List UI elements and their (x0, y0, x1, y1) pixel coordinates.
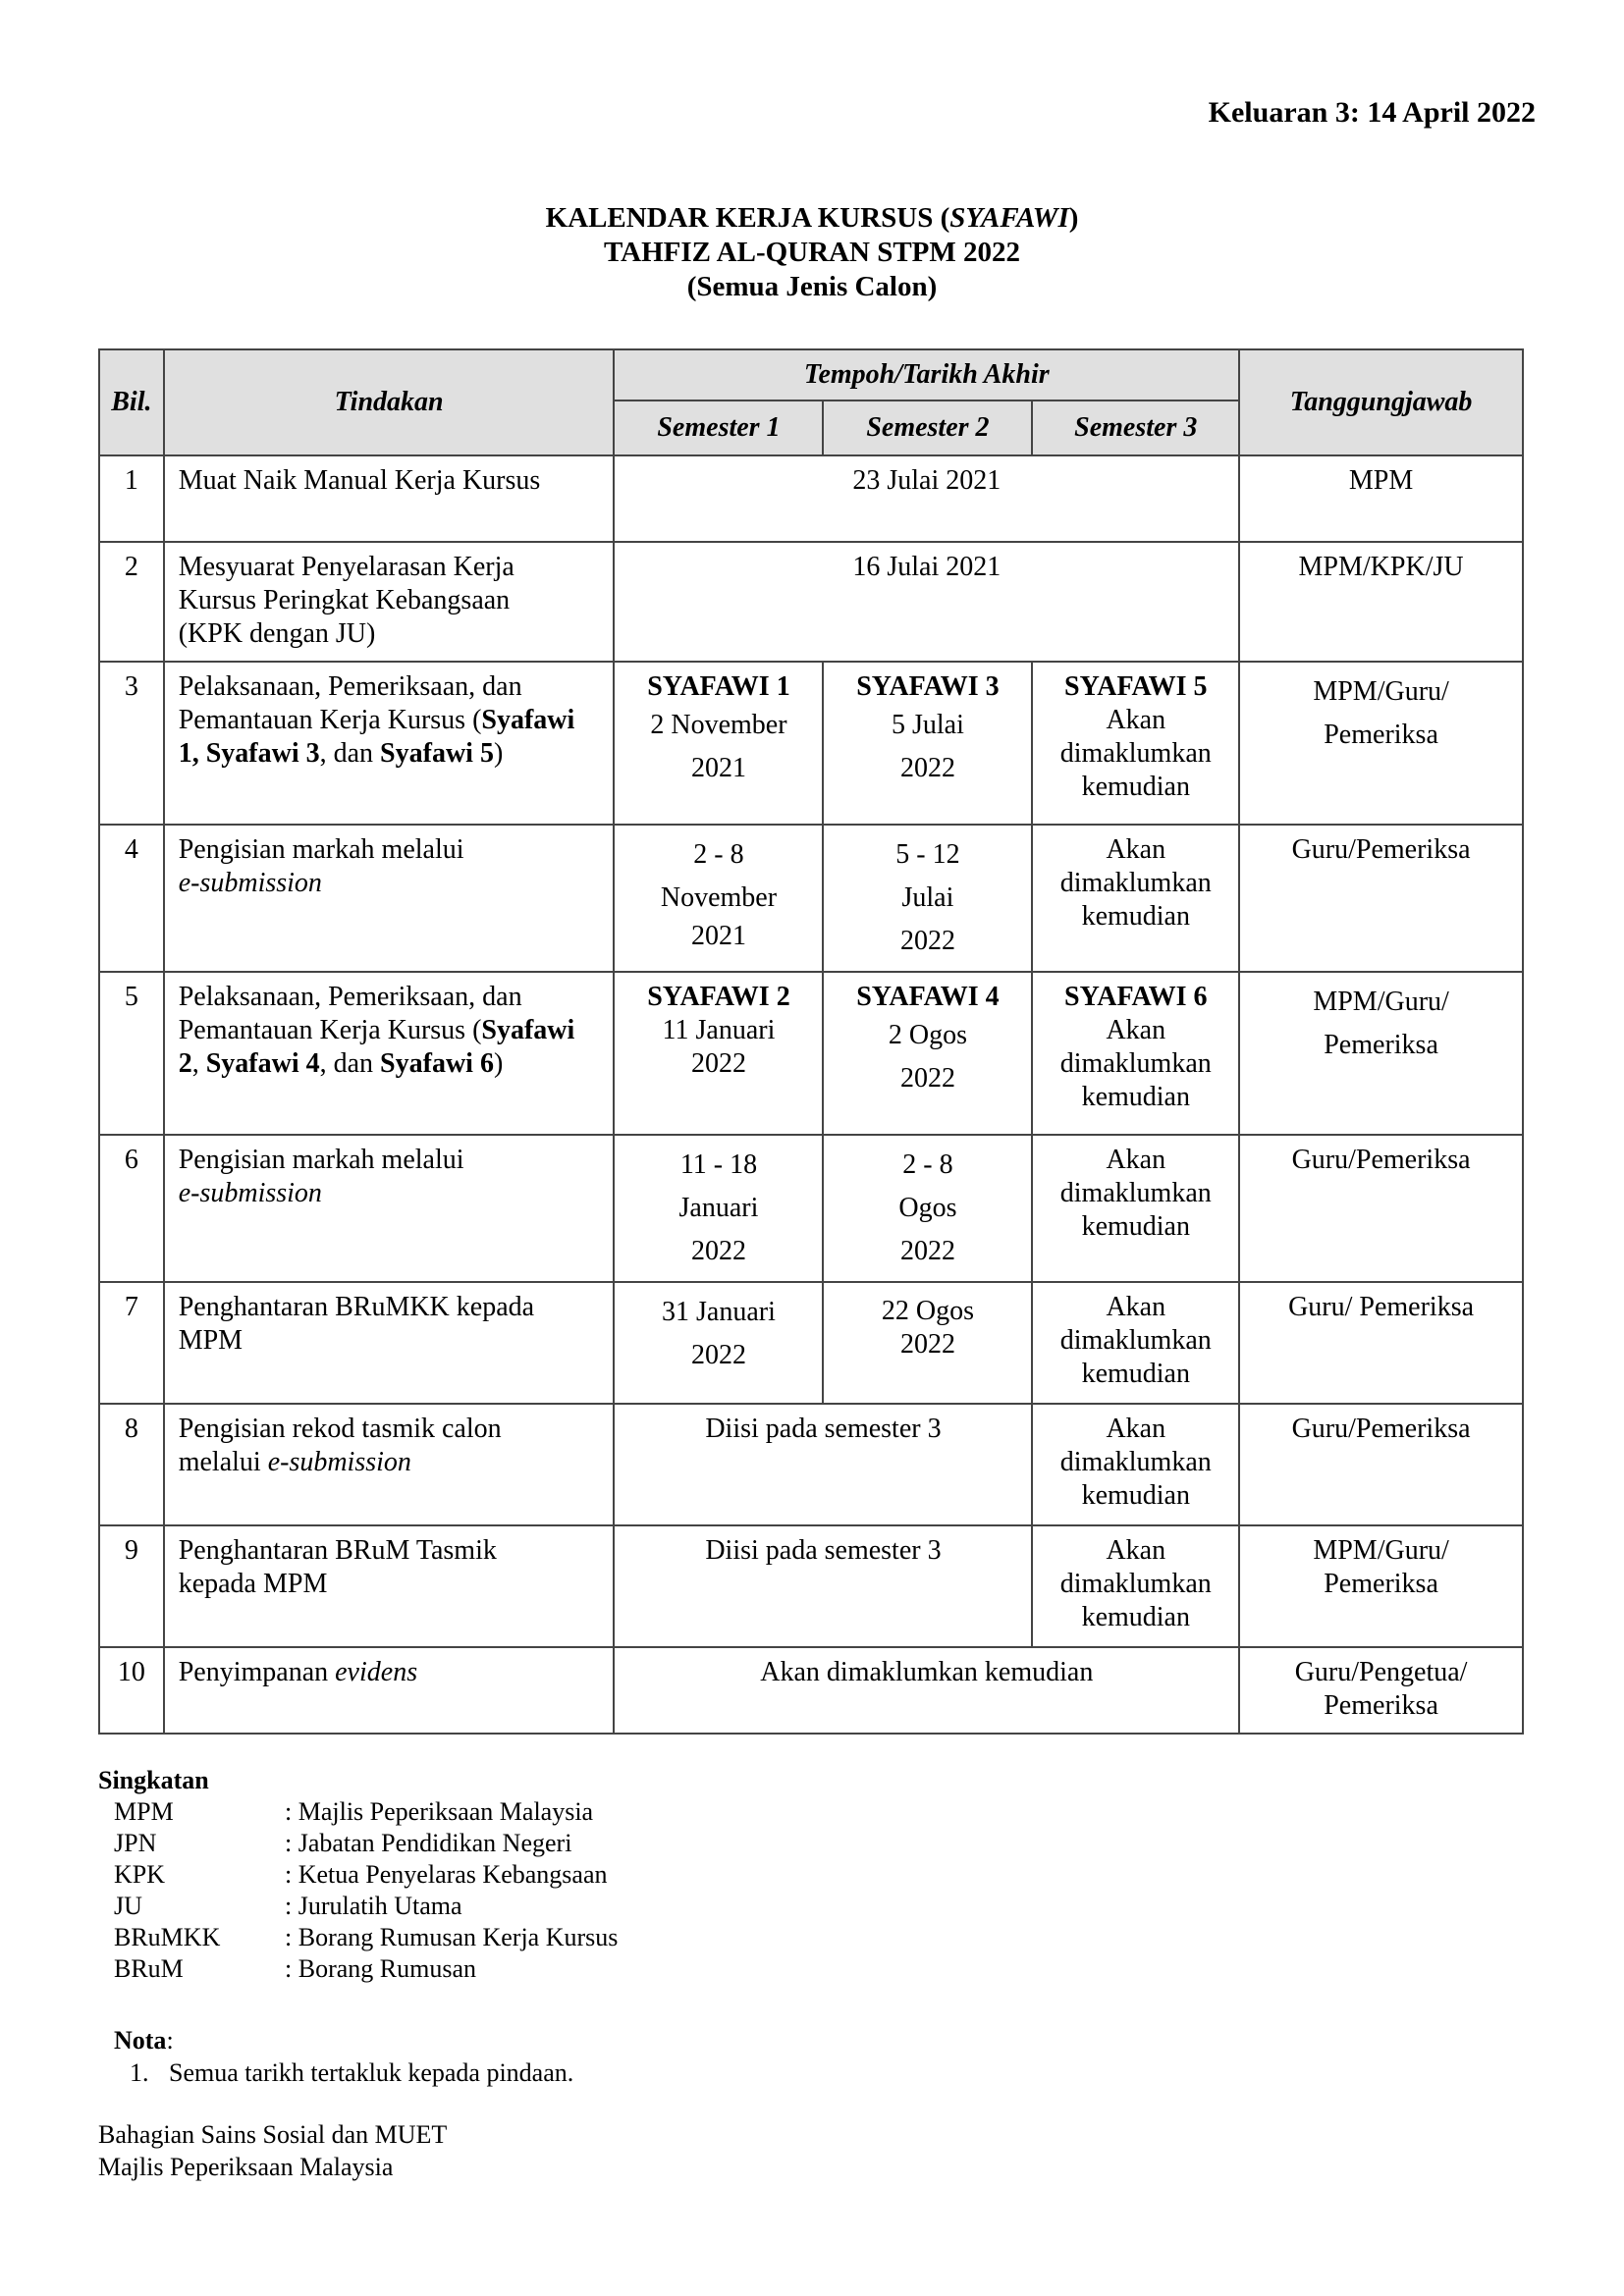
tindakan-line: Pengisian markah melalui (178, 1145, 464, 1175)
cell-tindakan (164, 1525, 615, 1647)
cell-tanggungjawab: Guru/Pemeriksa (1239, 1135, 1523, 1282)
cell-sem2 (823, 1135, 1032, 1282)
cell-sem1 (614, 662, 823, 825)
cell-sem12: Diisi pada semester 3 (614, 1404, 1032, 1525)
header-tanggungjawab: Tanggungjawab (1239, 349, 1523, 455)
table-row (99, 1282, 1523, 1404)
date-line: Akan (1106, 834, 1166, 865)
tindakan-bold: Syafawi 1, Syafawi 3 (178, 705, 575, 769)
tg-line: Guru/Pengetua/ (1294, 1657, 1468, 1687)
date-line: dimaklumkan (1059, 738, 1212, 769)
date-line: dimaklumkan (1059, 1569, 1212, 1599)
tg-line: MPM/Guru/ (1313, 676, 1449, 707)
cell-tanggungjawab: MPM/KPK/JU (1239, 542, 1523, 662)
abbr-key: MPM (114, 1797, 174, 1826)
cell-sem2 (823, 972, 1032, 1135)
cell-tindakan (164, 825, 615, 972)
calendar-table (98, 348, 1524, 1735)
header-tindakan: Tindakan (164, 349, 615, 455)
cell-tanggungjawab (1239, 1525, 1523, 1647)
tindakan-line: Penghantaran BRuM Tasmik (178, 1535, 497, 1566)
cell-sem3 (1032, 1282, 1239, 1404)
abbreviations-section (98, 1765, 618, 1985)
footer-line-2: Majlis Peperiksaan Malaysia (98, 2153, 394, 2181)
table-row (99, 542, 1523, 662)
cell-bil: 9 (99, 1525, 164, 1647)
syafawi-label: SYAFAWI 6 (1064, 982, 1208, 1012)
header-sem3: Semester 3 (1032, 400, 1239, 455)
table-row (99, 662, 1523, 825)
date-line: Akan (1106, 1535, 1166, 1566)
abbreviation-item (98, 1796, 618, 1828)
paren-close: ) (493, 738, 504, 769)
date-line: 5 - 12 (895, 839, 960, 870)
note-item (114, 2056, 573, 2089)
abbreviations-heading: Singkatan (98, 1766, 209, 1794)
tindakan-line: (KPK dengan JU) (178, 618, 376, 649)
tindakan-italic: e-submission (178, 868, 322, 898)
date-line: dimaklumkan (1059, 1178, 1212, 1208)
cell-tindakan (164, 972, 615, 1135)
table-row (99, 455, 1523, 542)
cell-bil: 4 (99, 825, 164, 972)
date-line: 2022 (899, 1329, 955, 1360)
cell-tanggungjawab: Guru/ Pemeriksa (1239, 1282, 1523, 1404)
tindakan-text: Pelaksanaan, Pemeriksaan, dan Pemantauan Kerja Kursus (178, 982, 522, 1045)
paren-open: ( (472, 705, 482, 735)
cell-tanggungjawab (1239, 662, 1523, 825)
abbr-value: : Ketua Penyelaras Kebangsaan (285, 1860, 608, 1889)
tindakan-italic: e-submission (267, 1447, 411, 1477)
table-row (99, 1647, 1523, 1734)
date-line: 2022 (899, 926, 955, 956)
cell-tanggungjawab: Guru/Pemeriksa (1239, 1404, 1523, 1525)
date-line: 2021 (690, 753, 746, 783)
header-sem1: Semester 1 (614, 400, 823, 455)
date-line: 2 - 8 (693, 839, 744, 870)
cell-sem2 (823, 662, 1032, 825)
cell-sem1 (614, 972, 823, 1135)
tindakan-line: kepada MPM (178, 1569, 328, 1599)
title-line-3: (Semua Jenis Calon) (686, 271, 938, 302)
tindakan-text: Penyimpanan (178, 1657, 336, 1687)
table-row (99, 1135, 1523, 1282)
cell-bil: 2 (99, 542, 164, 662)
date-line: Akan (1106, 1015, 1166, 1045)
tindakan-line: Mesyuarat Penyelarasan Kerja (178, 552, 514, 582)
cell-bil: 8 (99, 1404, 164, 1525)
tindakan-text: melalui (178, 1447, 268, 1477)
cell-tindakan (164, 1647, 615, 1734)
table-row (99, 825, 1523, 972)
header-sem2: Semester 2 (823, 400, 1032, 455)
date-line: 2022 (690, 1340, 746, 1370)
abbreviation-item (98, 1953, 618, 1985)
footer (98, 2118, 447, 2183)
cell-sem2 (823, 825, 1032, 972)
tindakan-bold: Syafawi 2 (178, 1015, 575, 1079)
cell-sem1 (614, 1282, 823, 1404)
abbr-value: : Jurulatih Utama (285, 1892, 462, 1920)
cell-sem3 (1032, 1404, 1239, 1525)
abbr-value: : Borang Rumusan (285, 1954, 476, 1983)
cell-sem12: Diisi pada semester 3 (614, 1525, 1032, 1647)
title-line-1-prefix: KALENDAR KERJA KURSUS ( (545, 202, 950, 234)
date-line: 2021 (690, 921, 746, 951)
cell-sem3 (1032, 1525, 1239, 1647)
note-text: Semua tarikh tertakluk kepada pindaan. (169, 2058, 574, 2087)
title-line-1 (0, 201, 1624, 236)
tindakan-text: Pelaksanaan, Pemeriksaan, dan Pemantauan Kerja Kursus (178, 671, 522, 735)
tindakan-italic: evidens (335, 1657, 418, 1687)
header-bil: Bil. (99, 349, 164, 455)
cell-tanggungjawab (1239, 972, 1523, 1135)
cell-tindakan (164, 542, 615, 662)
tg-line: Pemeriksa (1324, 720, 1438, 750)
date-line: 11 Januari (662, 1015, 776, 1045)
title-line-2: TAHFIZ AL-QURAN STPM 2022 (603, 237, 1020, 268)
date-line: 5 Julai (891, 710, 964, 740)
date-line: Ogos (898, 1193, 957, 1223)
tg-line: MPM/Guru/ (1313, 1535, 1449, 1566)
date-line: kemudian (1081, 1082, 1190, 1112)
date-line: kemudian (1081, 1211, 1190, 1242)
abbr-value: : Majlis Peperiksaan Malaysia (285, 1797, 594, 1826)
date-line: 2022 (690, 1236, 746, 1266)
table-row (99, 1404, 1523, 1525)
date-line: 11 - 18 (679, 1149, 758, 1180)
date-line: Akan (1106, 1145, 1166, 1175)
date-line: 2022 (690, 1048, 746, 1079)
syafawi-label: SYAFAWI 1 (647, 671, 790, 702)
date-line: 2022 (899, 1236, 955, 1266)
cell-sem3 (1032, 972, 1239, 1135)
footer-line-1: Bahagian Sains Sosial dan MUET (98, 2120, 448, 2149)
cell-sem3 (1032, 825, 1239, 972)
syafawi-label: SYAFAWI 3 (856, 671, 1000, 702)
tindakan-line: Pengisian markah melalui (178, 834, 464, 865)
title-line-1-suffix: ) (1068, 202, 1079, 234)
cell-bil: 10 (99, 1647, 164, 1734)
abbr-key: KPK (114, 1860, 166, 1889)
tindakan-bold: Syafawi 5 (380, 738, 494, 769)
date-line: Januari (678, 1193, 759, 1223)
cell-tanggungjawab: Guru/Pemeriksa (1239, 825, 1523, 972)
date-line: Julai (901, 882, 954, 913)
tindakan-line: Pengisian rekod tasmik calon (178, 1414, 502, 1444)
cell-tanggungjawab (1239, 1647, 1523, 1734)
cell-bil: 7 (99, 1282, 164, 1404)
date-line: kemudian (1081, 901, 1190, 932)
tg-line: Pemeriksa (1324, 1690, 1438, 1721)
title-line-1-italic: SYAFAWI (949, 202, 1069, 234)
date-line: 2 - 8 (902, 1149, 953, 1180)
document-title (0, 201, 1624, 304)
tg-line: Pemeriksa (1324, 1569, 1438, 1599)
abbr-value: : Borang Rumusan Kerja Kursus (285, 1923, 619, 1951)
tindakan-text: , dan (319, 738, 374, 769)
note-number: 1. (130, 2058, 149, 2087)
date-line: dimaklumkan (1059, 1325, 1212, 1356)
cell-tindakan (164, 1282, 615, 1404)
syafawi-label: SYAFAWI 4 (856, 982, 1000, 1012)
date-line: dimaklumkan (1059, 868, 1212, 898)
abbreviation-item (98, 1922, 618, 1953)
date-line: kemudian (1081, 1480, 1190, 1511)
date-line: 2 November (650, 710, 787, 740)
cell-sem3 (1032, 1135, 1239, 1282)
cell-bil: 3 (99, 662, 164, 825)
abbreviation-item (98, 1891, 618, 1922)
note-heading-text: Nota (114, 2026, 167, 2055)
header-tempoh: Tempoh/Tarikh Akhir (614, 349, 1239, 400)
abbr-key: JU (114, 1892, 142, 1920)
date-line: kemudian (1081, 1602, 1190, 1632)
syafawi-label: SYAFAWI 5 (1064, 671, 1208, 702)
date-line: 22 Ogos (881, 1296, 974, 1326)
abbreviation-item (98, 1828, 618, 1859)
abbreviation-item (98, 1859, 618, 1891)
header-row (99, 349, 1523, 400)
tindakan-text: , dan (319, 1048, 374, 1079)
tindakan-italic: e-submission (178, 1178, 322, 1208)
cell-tempoh: 16 Julai 2021 (614, 542, 1239, 662)
tindakan-bold: Syafawi 4 (205, 1048, 320, 1079)
date-line: Akan (1106, 1292, 1166, 1322)
table-row (99, 1525, 1523, 1647)
abbr-value: : Jabatan Pendidikan Negeri (285, 1829, 572, 1857)
paren-open: ( (472, 1015, 482, 1045)
cell-bil: 6 (99, 1135, 164, 1282)
cell-tindakan (164, 1135, 615, 1282)
date-line: 31 Januari (662, 1297, 776, 1327)
note-colon: : (166, 2026, 174, 2055)
tg-line: Pemeriksa (1324, 1030, 1438, 1060)
date-line: dimaklumkan (1059, 1447, 1212, 1477)
cell-bil: 1 (99, 455, 164, 542)
cell-tempoh: Akan dimaklumkan kemudian (614, 1647, 1239, 1734)
cell-tindakan (164, 1404, 615, 1525)
tindakan-line: MPM (178, 1325, 244, 1356)
date-line: kemudian (1081, 772, 1190, 802)
cell-tanggungjawab: MPM (1239, 455, 1523, 542)
cell-sem2 (823, 1282, 1032, 1404)
cell-sem1 (614, 1135, 823, 1282)
cell-tempoh: 23 Julai 2021 (614, 455, 1239, 542)
date-line: November (660, 882, 778, 913)
cell-tindakan (164, 662, 615, 825)
paren-close: ) (493, 1048, 504, 1079)
syafawi-label: SYAFAWI 2 (647, 982, 790, 1012)
note-section (114, 2024, 573, 2089)
cell-tindakan: Muat Naik Manual Kerja Kursus (164, 455, 615, 542)
tindakan-text: , (191, 1048, 206, 1079)
cell-bil: 5 (99, 972, 164, 1135)
date-line: kemudian (1081, 1359, 1190, 1389)
abbr-key: JPN (114, 1829, 157, 1857)
date-line: 2022 (899, 1063, 955, 1094)
date-line: 2 Ogos (888, 1020, 967, 1050)
table-row (99, 972, 1523, 1135)
cell-sem1 (614, 825, 823, 972)
tindakan-line: Kursus Peringkat Kebangsaan (178, 585, 511, 615)
tindakan-line: Penghantaran BRuMKK kepada (178, 1292, 535, 1322)
date-line: dimaklumkan (1059, 1048, 1212, 1079)
abbr-key: BRuM (114, 1954, 184, 1983)
abbr-key: BRuMKK (114, 1923, 221, 1951)
tindakan-bold: Syafawi 6 (380, 1048, 494, 1079)
issue-label: Keluaran 3: 14 April 2022 (1208, 96, 1536, 129)
date-line: 2022 (899, 753, 955, 783)
tg-line: MPM/Guru/ (1313, 987, 1449, 1017)
date-line: Akan (1106, 705, 1166, 735)
cell-sem3 (1032, 662, 1239, 825)
note-heading (114, 2024, 573, 2056)
date-line: Akan (1106, 1414, 1166, 1444)
